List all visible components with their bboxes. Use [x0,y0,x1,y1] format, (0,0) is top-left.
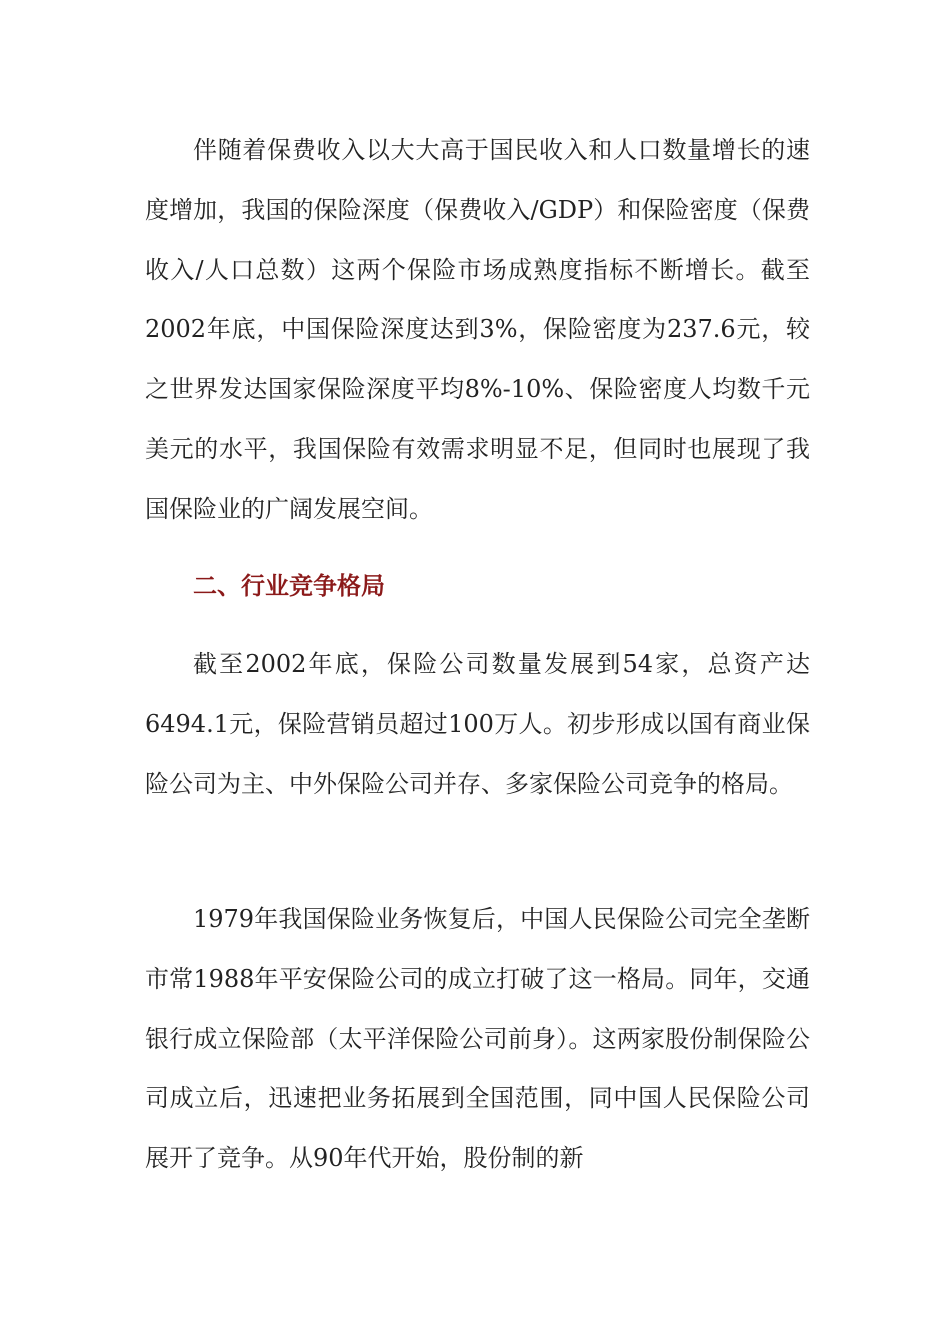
section-heading-competition: 二、行业竞争格局 [193,571,385,600]
paragraph-history: 1979年我国保险业务恢复后，中国人民保险公司完全垄断市常1988年平安保险公司的成立打破了这一格局。同年，交通银行成立保险部（太平洋保险公司前身）。这两家股份制保险公司成立后，迅速把业务拓展到全国范围，同中国人民保险公司展开了竞争。从90年代开始，股份制的新 [145,905,810,1173]
paragraph-company-count: 截至2002年底，保险公司数量发展到54家，总资产达6494.1元，保险营销员超过100万人。初步形成以国有商业保险公司为主、中外保险公司并存、多家保险公司竞争的格局。 [145,650,810,798]
paragraph-insurance-depth: 伴随着保费收入以大大高于国民收入和人口数量增长的速度增加，我国的保险深度（保费收入/GDP）和保险密度（保费收入/人口总数）这两个保险市场成熟度指标不断增长。截至2002年底，中国保险深度达到3%，保险密度为237.6元，较之世界发达国家保险深度平均8%-10%、保险密度人均数千元美元的水平，我国保险有效需求明显不足，但同时也展现了我国保险业的广阔发展空间。 [145,136,810,523]
